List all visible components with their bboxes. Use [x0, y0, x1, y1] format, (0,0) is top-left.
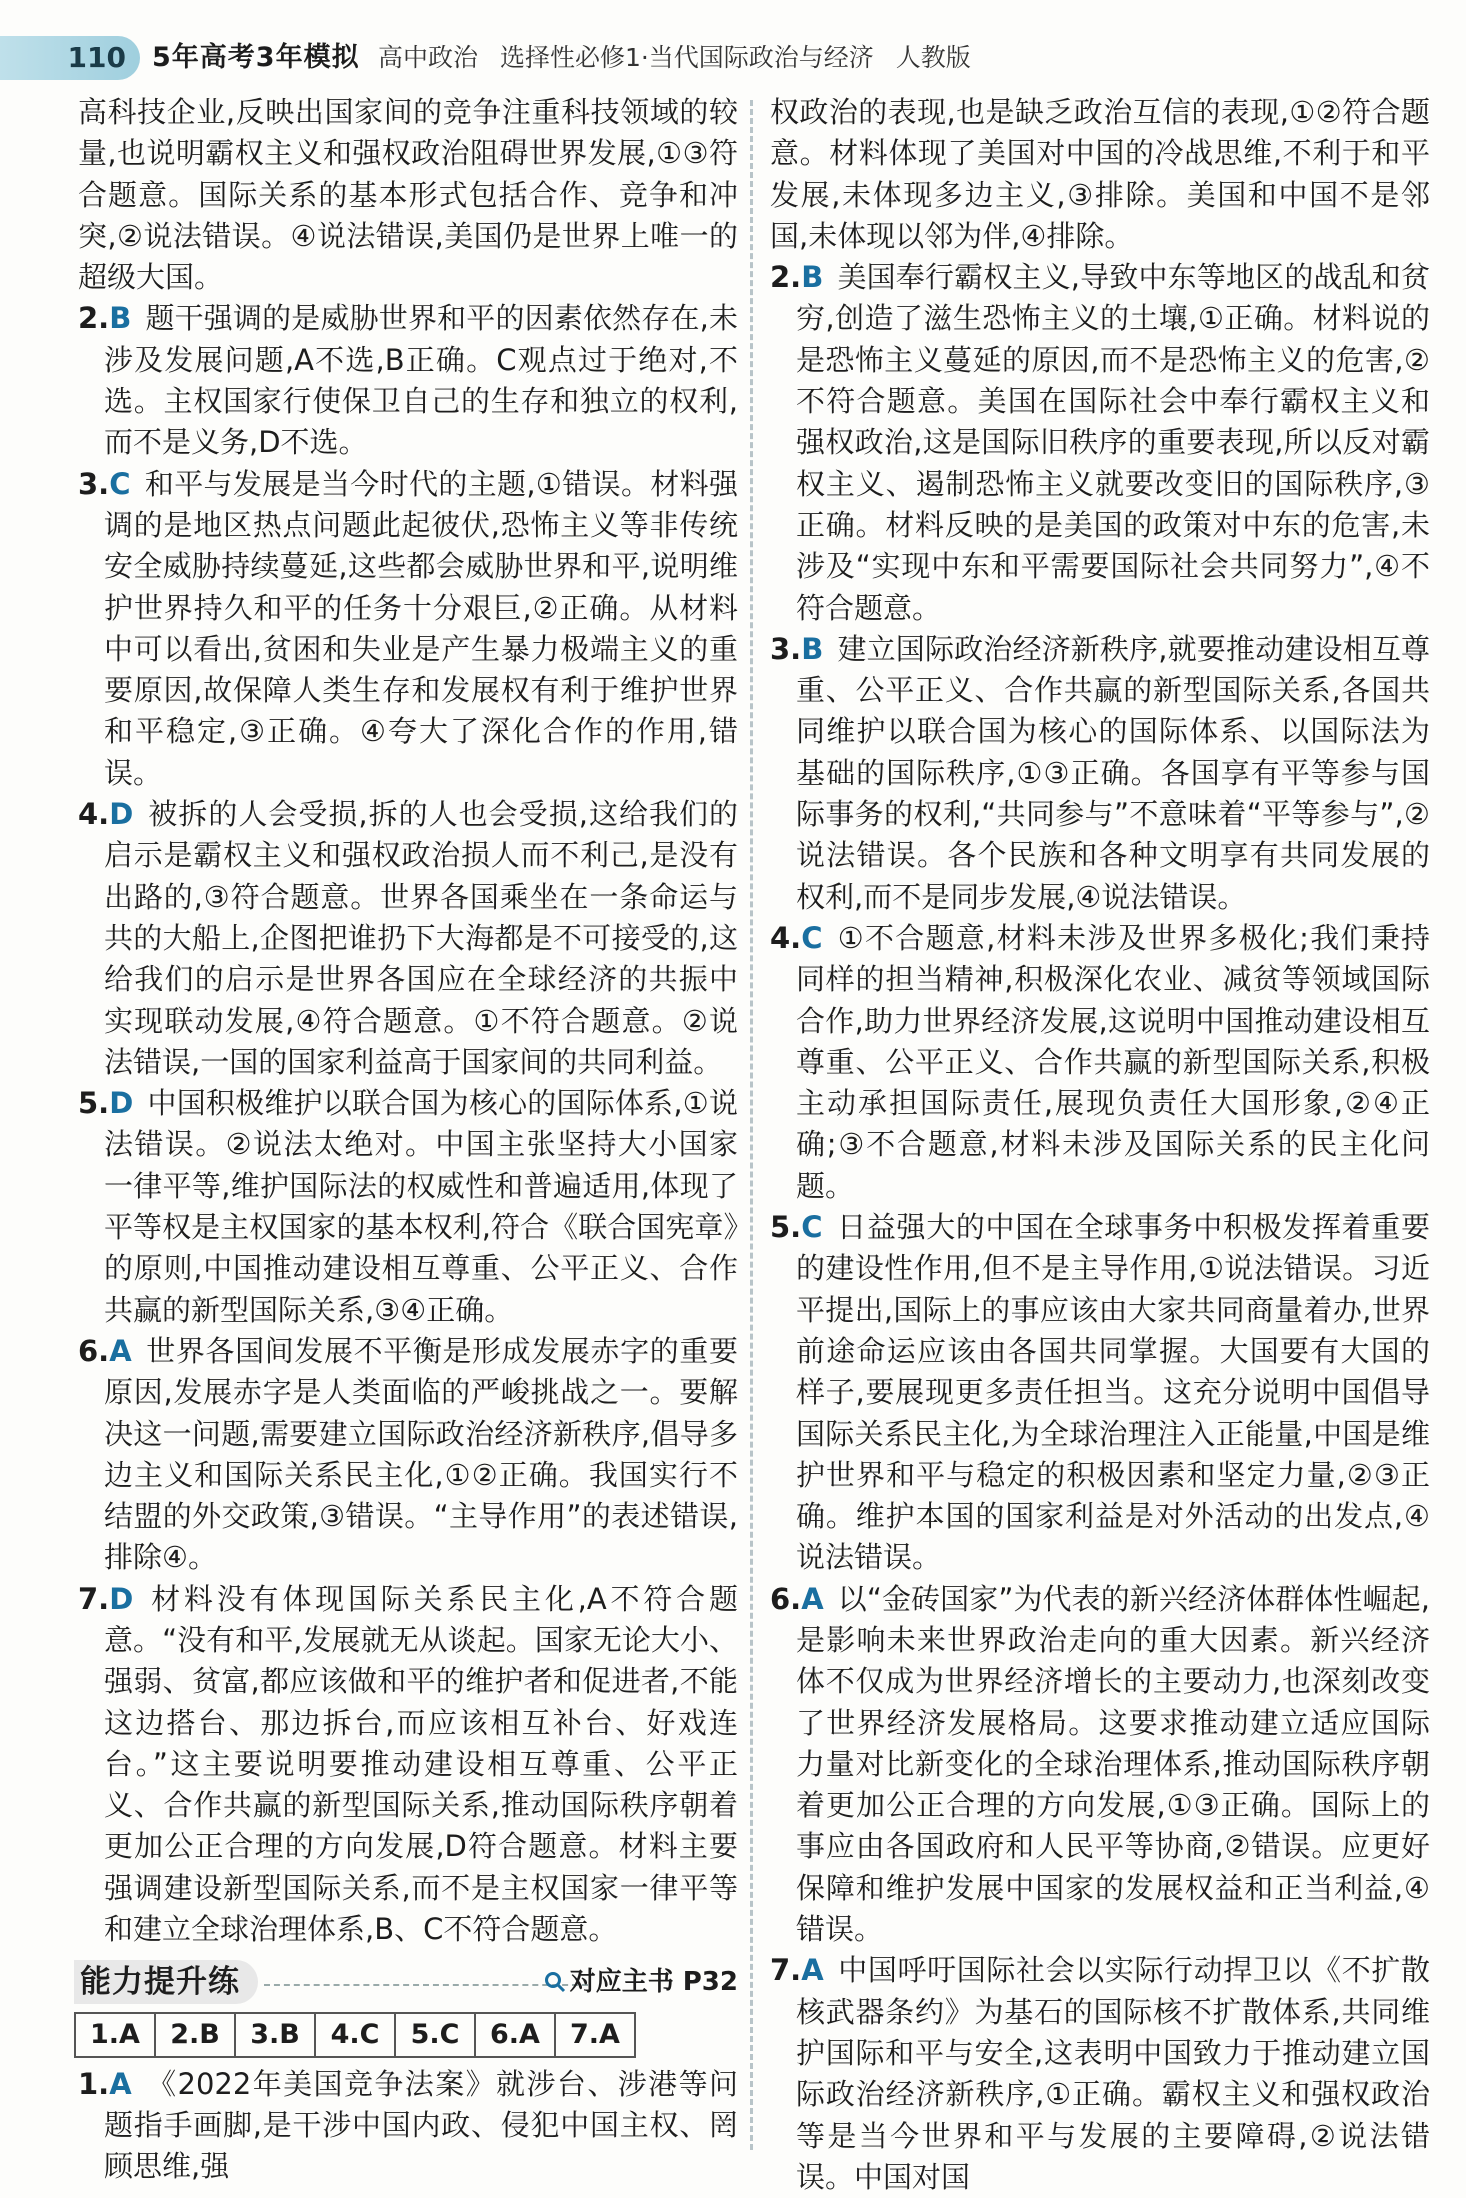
book-brand: 5年高考3年模拟	[152, 42, 360, 73]
answer-item: 5.D 中国积极维护以联合国为核心的国际体系,①说法错误。②说法太绝对。中国主张坚持大小国家一律平等,维护国际法的权威性和普遍适用,体现了平等权是主权国家的基本权利,符合《联合国宪章》的原则,中国推动建设相互尊重、公平正义、合作共赢的新型国际关系,③④正确。	[78, 1086, 738, 1327]
answer-item: 2.B 题干强调的是威胁世界和平的因素依然存在,未涉及发展问题,A不选,B正确。C观点过于绝对,不选。主权国家行使保卫自己的生存和独立的权利,而不是义务,D不选。	[78, 301, 738, 460]
answer-cell: 7.A	[555, 2013, 635, 2056]
search-icon	[544, 1971, 566, 1993]
left-column	[78, 92, 738, 2188]
answer-item: 2.B 美国奉行霸权主义,导致中东等地区的战乱和贫穷,创造了滋生恐怖主义的土壤,①正确。材料说的是恐怖主义蔓延的原因,而不是恐怖主义的危害,②不符合题意。美国在国际社会中奉行霸权主义和强权政治,这是国际旧秩序的重要表现,所以反对霸权主义、遏制恐怖主义就要改变旧的国际秩序,③正确。材料反映的是美国的政策对中东的危害,未涉及“实现中东和平需要国际社会共同努力”,④不符合题意。	[770, 260, 1430, 625]
right-intro: 权政治的表现,也是缺乏政治互信的表现,①②符合题意。材料体现了美国对中国的冷战思维,不利于和平发展,未体现多边主义,③排除。美国和中国不是邻国,未体现以邻为伴,④排除。	[770, 95, 1430, 253]
answer-table	[74, 2012, 636, 2057]
answer-item: 7.D 材料没有体现国际关系民主化,A不符合题意。“没有和平,发展就无从谈起。国家无论大小、强弱、贫富,都应该做和平的维护者和促进者,不能这边搭台、那边拆台,而应该相互补台、好戏连台。”这主要说明要推动建设相互尊重、公平正义、合作共赢的新型国际关系,推动国际秩序朝着更加公正合理的方向发展,D符合题意。材料主要强调建设新型国际关系,而不是主权国家一律平等和建立全球治理体系,B、C不符合题意。	[78, 1581, 738, 1947]
answer-cell: 4.C	[315, 2013, 395, 2056]
answer-item: 1.A 《2022年美国竞争法案》就涉台、涉港等问题指手画脚,是干涉中国内政、侵犯中国主权、罔顾思维,强	[78, 2066, 738, 2184]
answer-item: 5.C 日益强大的中国在全球事务中积极发挥着重要的建设性作用,但不是主导作用,①说法错误。习近平提出,国际上的事应该由大家共同商量着办,世界前途命运应该由各国共同掌握。大国要有大国的样子,要展现更多责任担当。这充分说明中国倡导国际关系民主化,为全球治理注入正能量,中国是维护世界和平与稳定的积极因素和坚定力量,②③正确。维护本国的国家利益是对外活动的出发点,④说法错误。	[770, 1210, 1430, 1575]
answer-cell: 5.C	[395, 2013, 475, 2056]
answer-cell: 2.B	[155, 2013, 235, 2056]
answer-item: 6.A 以“金砖国家”为代表的新兴经济体群体性崛起,是影响未来世界政治走向的重大因素。新兴经济体不仅成为世界经济增长的主要动力,也深刻改变了世界经济发展格局。这要求推动建立适应国际力量对比新变化的全球治理体系,推动国际秩序朝着更加公正合理的方向发展,①③正确。国际上的事应由各国政府和人民平等协商,②错误。应更好保障和维护发展中国家的发展权益和正当利益,④错误。	[770, 1581, 1430, 1947]
section-title: 能力提升练	[74, 1960, 258, 2004]
answer-item: 4.D 被拆的人会受损,拆的人也会受损,这给我们的启示是霸权主义和强权政治损人而不利己,是没有出路的,③符合题意。世界各国乘坐在一条命运与共的大船上,企图把谁扔下大海都是不可接受的,这给我们的启示是世界各国应在全球经济的共振中实现联动发展,④符合题意。①不符合题意。②说法错误,一国的国家利益高于国家间的共同利益。	[78, 797, 738, 1079]
section-header	[74, 1956, 738, 2008]
left-intro: 高科技企业,反映出国家间的竞争注重科技领域的较量,也说明霸权主义和强权政治阻碍世界发展,①③符合题意。国际关系的基本形式包括合作、竞争和冲突,②说法错误。④说法错误,美国仍是世界上唯一的超级大国。	[78, 95, 738, 295]
right-column	[770, 92, 1430, 2198]
book-meta: 高中政治 选择性必修1·当代国际政治与经济 人教版	[378, 43, 971, 72]
page-number: 110	[0, 36, 140, 80]
section-reference: 对应主书 P32	[544, 1960, 738, 2004]
section-dashed-line	[264, 1984, 588, 1986]
answer-item: 6.A 世界各国间发展不平衡是形成发展赤字的重要原因,发展赤字是人类面临的严峻挑战之一。要解决这一问题,需要建立国际政治经济新秩序,倡导多边主义和国际关系民主化,①②正确。我国实行不结盟的外交政策,③错误。“主导作用”的表述错误,排除④。	[78, 1333, 738, 1575]
column-divider	[750, 100, 753, 2150]
answer-item: 3.B 建立国际政治经济新秩序,就要推动建设相互尊重、公平正义、合作共赢的新型国际关系,各国共同维护以联合国为核心的国际体系、以国际法为基础的国际秩序,①③正确。各国享有平等参与国际事务的权利,“共同参与”不意味着“平等参与”,②说法错误。各个民族和各种文明享有共同发展的权利,而不是同步发展,④说法错误。	[770, 631, 1430, 914]
page-header	[0, 30, 1466, 86]
answer-item: 7.A 中国呼吁国际社会以实际行动捍卫以《不扩散核武器条约》为基石的国际核不扩散体系,共同维护国际和平与安全,这表明中国致力于推动建立国际政治经济新秩序,①正确。霸权主义和强权政治等是当今世界和平与发展的主要障碍,②说法错误。中国对国	[770, 1953, 1430, 2194]
answer-item: 4.C ①不合题意,材料未涉及世界多极化;我们秉持同样的担当精神,积极深化农业、减贫等领域国际合作,助力世界经济发展,这说明中国推动建设相互尊重、公平正义、合作共赢的新型国际关系,积极主动承担国际责任,展现负责任大国形象,②④正确;③不合题意,材料未涉及国际关系的民主化问题。	[770, 920, 1430, 1203]
answer-cell: 3.B	[235, 2013, 315, 2056]
answer-cell: 6.A	[475, 2013, 555, 2056]
answer-item: 3.C 和平与发展是当今时代的主题,①错误。材料强调的是地区热点问题此起彼伏,恐怖主义等非传统安全威胁持续蔓延,这些都会威胁世界和平,说明维护世界持久和平的任务十分艰巨,②正确。从材料中可以看出,贫困和失业是产生暴力极端主义的重要原因,故保障人类生存和发展权有利于维护世界和平稳定,③正确。④夸大了深化合作的作用,错误。	[78, 466, 738, 790]
answer-cell: 1.A	[75, 2013, 155, 2056]
